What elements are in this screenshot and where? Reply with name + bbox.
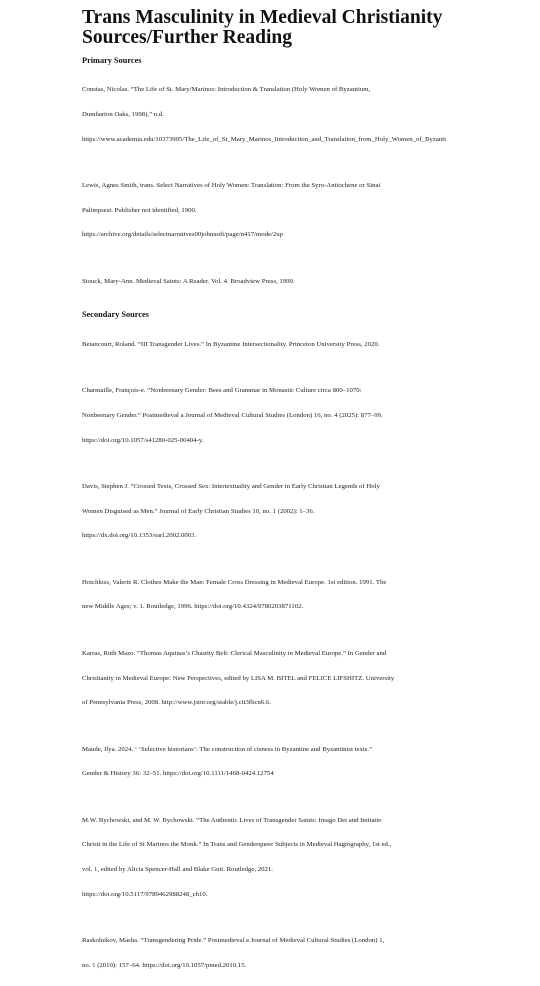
- citation-line: vol. 1, edited by Alicia Spencer-Hall and Blake Gutt. Routledge, 2021.: [82, 866, 273, 874]
- citation-line: https://doi.org/10.5117/9789462988248_ch10.: [82, 890, 208, 898]
- primary-sources-heading: Primary Sources: [82, 56, 142, 65]
- citation-line: Christianity in Medieval Europe: New Perspectives, edited by LISA M. BITEL and FELICE LIFSHITZ. University: [82, 674, 395, 682]
- citation-line: https://doi.org/10.1057/s41280-025-00404-y.: [82, 436, 204, 444]
- citation-line: https://www.academia.edu/10373905/The_Life_of_St_Mary_Marinos_Introduction_and_Translation_from_Holy_Women_of_Byzanti: [82, 135, 446, 143]
- citation-line: https://dx.doi.org/10.1353/earl.2002.0003.: [82, 532, 197, 540]
- citation: [82, 166, 540, 256]
- citation-line: of Pennsylvania Press, 2008. http://www.jstor.org/stable/j.ctt3fhcn6.6.: [82, 699, 271, 707]
- secondary-sources-list: [82, 324, 540, 986]
- citation-line: Dumbarton Oaks, 1998),” n.d.: [82, 111, 164, 119]
- citation: [82, 800, 540, 915]
- citation: [82, 467, 540, 557]
- document-page: [82, 8, 540, 986]
- citation: [82, 70, 540, 160]
- citation: [82, 562, 540, 628]
- primary-sources-list: [82, 70, 540, 302]
- citation-line: https://archive.org/details/selectnarratives00johnuoft/page/n417/mode/2up: [82, 231, 284, 239]
- citation-line: M.W. Bychowski, and M. W. Bychowski. “The Authentic Lives of Transgender Saints: Imago Dei and Imitatio: [82, 816, 382, 824]
- citation: [82, 324, 540, 365]
- citation-line: no. 1 (2010): 157–64. https://doi.org/10.1057/pmed.2010.15.: [82, 961, 247, 969]
- citation-line: Raskolnikov, Masha. “Transgendering Pride.” Postmedieval a Journal of Medieval Cultural Studies (London) 1,: [82, 937, 385, 945]
- citation-line: Christi in the Life of St Marinos the Monk.” In Trans and Genderqueer Subjects in Medieval Hagiography, 1st ed.,: [82, 841, 392, 849]
- citation-line: Women Disguised as Men.” Journal of Early Christian Studies 10, no. 1 (2002): 1–36.: [82, 507, 315, 515]
- secondary-sources-heading: Secondary Sources: [82, 310, 149, 320]
- citation-line: Constas, Nicolas. “The Life of St. Mary/Marinos: Introduction & Translation (Holy Women of Byzantium,: [82, 86, 371, 94]
- citation-line: Nonbeenary Gender.” Postmedieval a Journal of Medieval Cultural Studies (London) 16, no. 4 (2025): 877–99.: [82, 412, 383, 420]
- citation-line: Hotchkiss, Valerie R. Clothes Make the Man: Female Cross Dressing in Medieval Europe. 1st edition. 1991. The: [82, 578, 387, 586]
- citation-line: Maude, Ilya. 2024. ‘ ‘Selective historians’: The construction of cisness in Byzantine and Byzantinist texts.”: [82, 745, 373, 753]
- page-title: [82, 8, 462, 48]
- citation-line: Karras, Ruth Mazo. “Thomas Aquinas’s Chastity Belt: Clerical Masculinity in Medieval Europe.” In Gender and: [82, 650, 387, 657]
- citation-line: Davis, Stephen J. “Crossed Texts, Crossed Sex: Intertextuality and Gender in Early Christian Legends of Holy: [82, 483, 380, 491]
- citation-line: Lewis, Agnes Smith, trans. Select Narratives of Holy Women: Translation: From the Syro-Antiochene or Sinai: [82, 182, 381, 190]
- citation: [82, 921, 540, 986]
- citation: [82, 261, 540, 302]
- citation: [82, 634, 540, 724]
- citation-line: Gender & History 36: 32–51. https://doi.org/10.1111/1468-0424.12754: [82, 770, 274, 778]
- citation-line: Charmaille, François-e. “Nonbeenary Gender: Bees and Grammar in Monastic Culture circa 800–1070:: [82, 387, 362, 395]
- citation: [82, 371, 540, 461]
- citation-line: new Middle Ages; v. 1. Routledge, 1996. https://doi.org/10.4324/9780203871102.: [82, 603, 304, 611]
- title-line: Trans Masculinity in Medieval Christianity: [82, 7, 443, 28]
- citation-line: Stouck, Mary-Ann. Medieval Saints: A Reader. Vol. 4. Broadview Press, 1999.: [82, 277, 295, 285]
- citation: [82, 729, 540, 795]
- title-line: Sources/Further Reading: [82, 27, 292, 48]
- citation-line: Palimpsest. Publisher not identified, 1900.: [82, 206, 197, 214]
- citation-line: Betancourt, Roland. “III Transgender Lives.” In Byzantine Intersectionality. Princeton University Press, 2020.: [82, 340, 380, 348]
